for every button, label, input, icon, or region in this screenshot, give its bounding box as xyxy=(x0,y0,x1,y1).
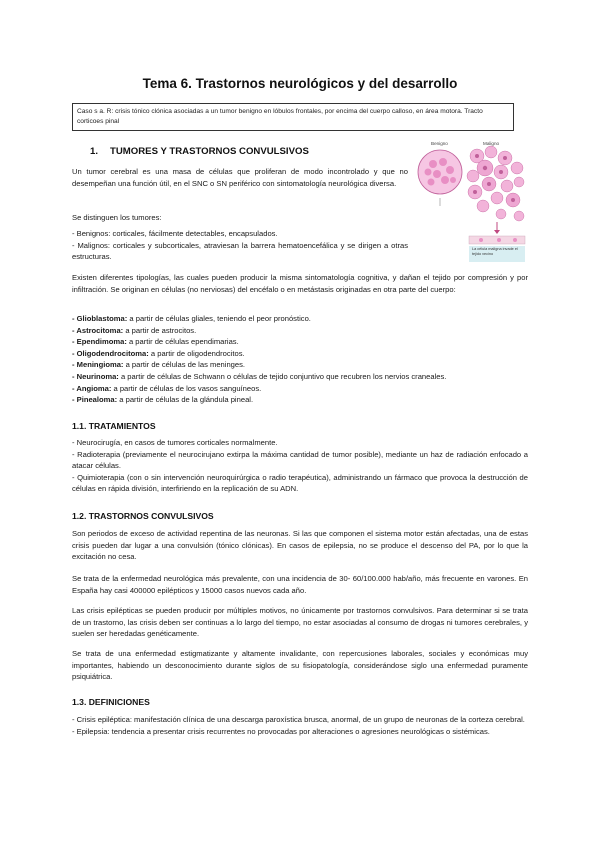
list-item: - Benignos: corticales, fácilmente detectables, encapsulados. xyxy=(72,229,278,238)
treatments-list xyxy=(72,437,528,495)
list-item: - Malignos: corticales y subcorticales, atraviesan la barrera hematoencefálica y se dirigen a otras estructuras. xyxy=(72,240,408,262)
case-box: Caso s a. R: crisis tónico clónica asociadas a un tumor benigno en lóbulos frontales, por encima del cuerpo calloso, en área motora. Tracto corticoes pinal xyxy=(72,103,514,131)
list-item: - Crisis epiléptica: manifestación clínica de una descarga paroxística brusca, anormal, de un grupo de neuronas de la corteza cerebral. xyxy=(72,715,525,724)
section-heading-1-2: 1.2. TRASTORNOS CONVULSIVOS xyxy=(72,511,214,521)
list-item: - Neurocirugía, en casos de tumores corticales normalmente. xyxy=(72,438,278,447)
section-heading-1 xyxy=(90,146,309,157)
distinguish-text: Se distinguen los tumores: xyxy=(72,213,162,222)
list-item: - Astrocitoma: a partir de astrocitos. xyxy=(72,325,197,335)
section-heading-1-3: 1.3. DEFINICIONES xyxy=(72,697,150,707)
definitions-list xyxy=(72,714,528,737)
benign-cell-cluster xyxy=(418,150,462,194)
list-item: - Oligodendrocitoma: a partir de oligodendrocitos. xyxy=(72,348,245,358)
list-item: - Glioblastoma: a partir de células gliales, teniendo el peor pronóstico. xyxy=(72,314,311,323)
tumor-list xyxy=(72,313,528,406)
list-item: - Epilepsia: tendencia a presentar crisis recurrentes no provocadas por alteraciones o agresiones neurológicas o sistémicas. xyxy=(72,726,490,736)
list-item: - Neurinoma: a partir de células de Schwann o células de tejido conjuntivo que recubren los nervios craneales. xyxy=(72,371,447,381)
page-title: Tema 6. Trastornos neurológicos y del desarrollo xyxy=(142,76,458,91)
convulsive-paragraph-4: Se trata de una enfermedad estigmatizante y altamente invalidante, con repercusiones laborales, sociales y económicas muy importantes, habiendo un desconocimiento durante siglos de su fisiopatología, considerándose siglo una enfermedad puramente psiquiátrica. xyxy=(72,649,528,682)
figure-caption: La célula maligna invade el tejido vecino xyxy=(472,247,518,256)
section-title: TUMORES Y TRASTORNOS CONVULSIVOS xyxy=(110,146,309,157)
tumor-figure xyxy=(415,138,527,264)
typologies-paragraph: Existen diferentes tipologías, las cuales pueden producir la misma sintomatología cognitiva, y dañan el tejido por compresión y por infiltración. Se originan en células (no nerviosas) del encéfalo o en metástasis originadas en otra parte del cuerpo: xyxy=(72,273,528,294)
convulsive-paragraph-1: Son periodos de exceso de actividad repentina de las neuronas. Si las que componen el sistema motor están afectadas, una de estas crisis pueden dar lugar a una convulsión (tónico clónicas). En casos de epilepsia, no se produce el descenso del PA, por lo que la excitación no cesa. xyxy=(72,529,528,562)
tumor-types-list xyxy=(72,228,408,263)
list-item: - Radioterapia (previamente el neurocirujano extirpa la máxima cantidad de tumor posible), mediante un haz de radiación enfocado a atacar células. xyxy=(72,449,528,471)
section-number: 1. xyxy=(90,146,99,157)
list-item: - Ependimoma: a partir de células ependimarias. xyxy=(72,337,239,347)
figure-label-benign: Benigno xyxy=(431,141,448,146)
convulsive-paragraph-2: Se trata de la enfermedad neurológica más prevalente, con una incidencia de 30- 60/100.000 hab/año, más frecuente en varones. En España hay casi 400000 epilépticos y 15000 casos nuevos cada año. xyxy=(72,574,528,595)
list-item: - Pinealoma: a partir de células de la glándula pineal. xyxy=(72,395,254,405)
list-item: - Quimioterapia (con o sin intervención neuroquirúrgica o radio terapéutica), administrando un fármaco que provoca la destrucción de células en rápida división, interfiriendo en la replicación de su ADN. xyxy=(72,472,528,494)
list-item: - Meningioma: a partir de células de las meninges. xyxy=(72,360,246,370)
list-item: - Angioma: a partir de células de los vasos sanguíneos. xyxy=(72,383,262,393)
convulsive-paragraph-3: Las crisis epilépticas se pueden producir por múltiples motivos, no únicamente por trastornos convulsivos. Para determinar si se trata de un trastorno, las crisis deben ser continuas a lo largo del tiempo, no estar asociadas al consumo de drogas ni tumores cerebrales, y suelen ser heredadas genéticamente. xyxy=(72,606,528,639)
figure-label-malignant: Maligno xyxy=(483,141,500,146)
intro-paragraph: Un tumor cerebral es una masa de células que proliferan de modo incontrolado y que no desempeñan una función útil, en el SNC o SN periférico con sintomatología neurológica diversa. xyxy=(72,167,408,188)
section-heading-1-1: 1.1. TRATAMIENTOS xyxy=(72,421,156,431)
